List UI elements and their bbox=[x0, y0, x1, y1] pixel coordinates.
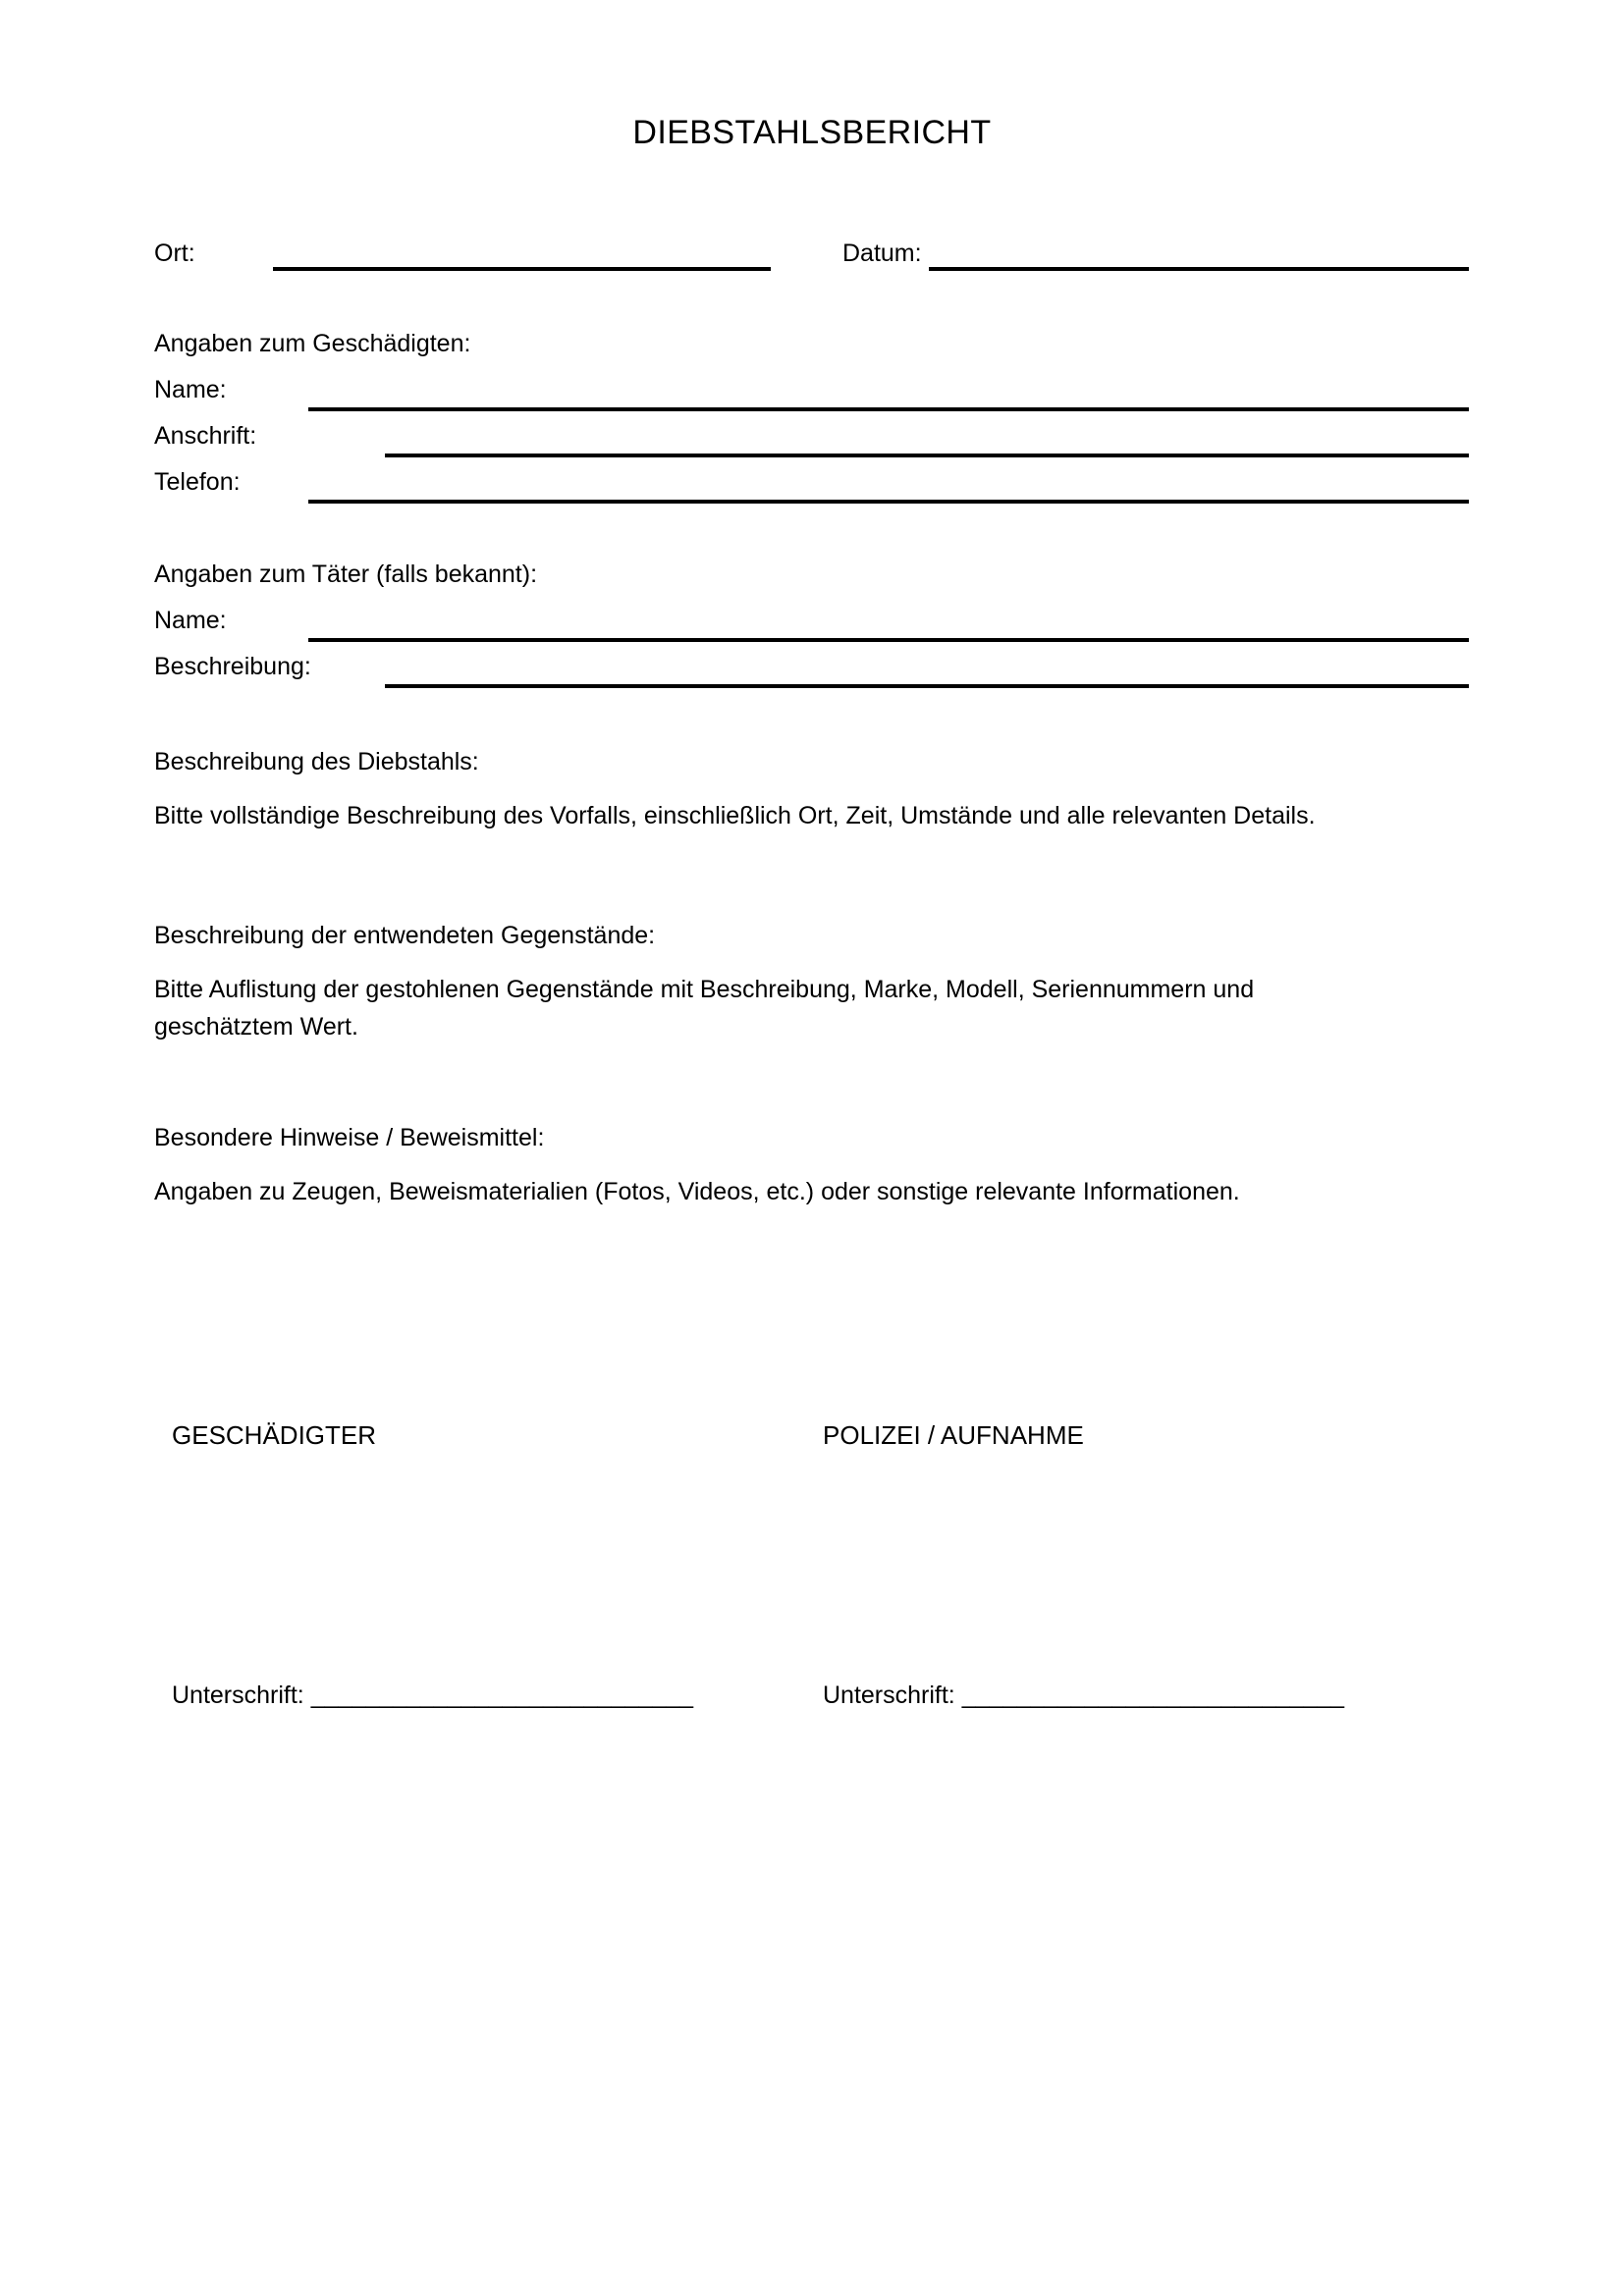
victim-name-input-rule[interactable] bbox=[308, 407, 1469, 411]
victim-phone-label: Telefon: bbox=[154, 468, 241, 496]
victim-phone-input-rule[interactable] bbox=[308, 500, 1469, 504]
victim-signature-heading: GESCHÄDIGTER bbox=[172, 1420, 377, 1450]
perpetrator-section-heading: Angaben zum Täter (falls bekannt): bbox=[154, 561, 538, 588]
perpetrator-name-label: Name: bbox=[154, 607, 227, 634]
theft-description-instruction: Bitte vollständige Beschreibung des Vorfalls, einschließlich Ort, Zeit, Umstände und alle relevanten Details. bbox=[154, 802, 1316, 829]
evidence-instruction: Angaben zu Zeugen, Beweismaterialien (Fotos, Videos, etc.) oder sonstige relevante Informationen. bbox=[154, 1178, 1240, 1205]
victim-section-heading: Angaben zum Geschädigten: bbox=[154, 330, 471, 357]
stolen-items-heading: Beschreibung der entwendeten Gegenstände: bbox=[154, 922, 656, 949]
perpetrator-description-input-rule[interactable] bbox=[385, 684, 1469, 688]
perpetrator-name-input-rule[interactable] bbox=[308, 638, 1469, 642]
page-title: DIEBSTAHLSBERICHT bbox=[632, 114, 992, 151]
police-signature-heading: POLIZEI / AUFNAHME bbox=[823, 1420, 1084, 1450]
police-signature-field[interactable]: Unterschrift: ____________________________ bbox=[823, 1682, 1345, 1709]
date-input-rule[interactable] bbox=[929, 267, 1469, 271]
date-label: Datum: bbox=[842, 240, 922, 267]
victim-name-label: Name: bbox=[154, 376, 227, 403]
place-input-rule[interactable] bbox=[273, 267, 771, 271]
stolen-items-instruction: Bitte Auflistung der gestohlenen Gegenstände mit Beschreibung, Marke, Modell, Seriennummern und geschätztem Wert. bbox=[154, 976, 1255, 1041]
victim-signature-field[interactable]: Unterschrift: ____________________________ bbox=[172, 1682, 694, 1709]
victim-address-label: Anschrift: bbox=[154, 422, 257, 450]
place-label: Ort: bbox=[154, 240, 195, 267]
evidence-heading: Besondere Hinweise / Beweismittel: bbox=[154, 1124, 545, 1151]
victim-address-input-rule[interactable] bbox=[385, 454, 1469, 457]
theft-description-heading: Beschreibung des Diebstahls: bbox=[154, 748, 479, 775]
perpetrator-description-label: Beschreibung: bbox=[154, 653, 311, 680]
